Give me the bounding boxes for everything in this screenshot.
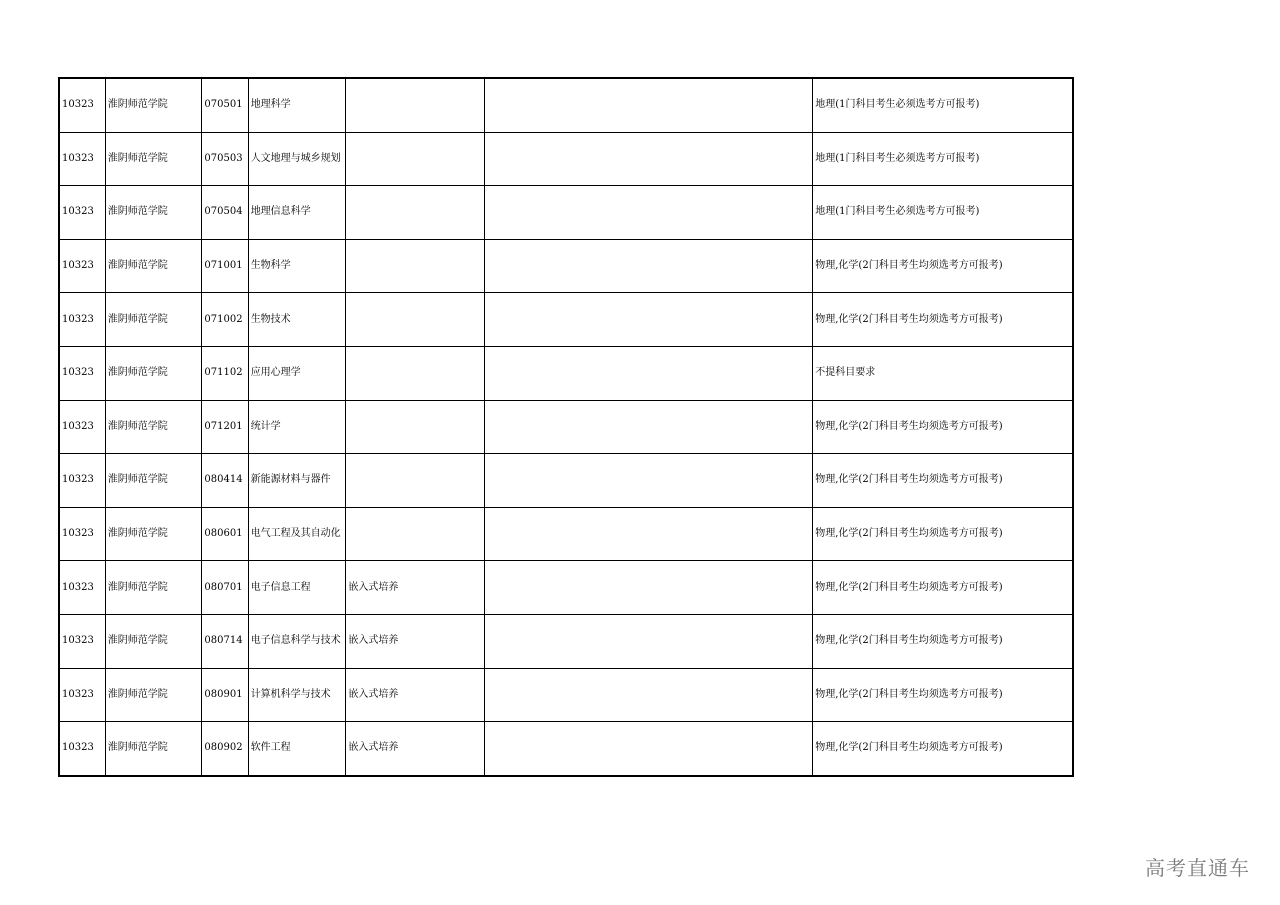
note-cell <box>346 507 485 561</box>
note-cell: 嵌入式培养 <box>346 614 485 668</box>
table-row <box>59 561 1073 615</box>
major-name-cell: 地理科学 <box>248 78 346 132</box>
school-code-cell: 10323 <box>59 293 105 347</box>
note-cell <box>346 400 485 454</box>
school-name-cell: 淮阴师范学院 <box>105 132 202 186</box>
major-name-cell: 电子信息工程 <box>248 561 346 615</box>
blank-cell <box>485 132 813 186</box>
school-code-cell: 10323 <box>59 614 105 668</box>
school-name-cell: 淮阴师范学院 <box>105 186 202 240</box>
school-code-cell: 10323 <box>59 78 105 132</box>
table-row <box>59 132 1073 186</box>
major-code-cell: 080601 <box>202 507 248 561</box>
major-name-cell: 统计学 <box>248 400 346 454</box>
subject-requirement-cell: 物理,化学(2门科目考生均须选考方可报考) <box>813 293 1073 347</box>
table-row <box>59 293 1073 347</box>
school-name-cell: 淮阴师范学院 <box>105 507 202 561</box>
blank-cell <box>485 293 813 347</box>
blank-cell <box>485 78 813 132</box>
subject-requirement-cell: 地理(1门科目考生必须选考方可报考) <box>813 186 1073 240</box>
note-cell <box>346 346 485 400</box>
major-name-cell: 软件工程 <box>248 722 346 776</box>
major-name-cell: 新能源材料与器件 <box>248 454 346 508</box>
major-code-cell: 080414 <box>202 454 248 508</box>
major-name-cell: 人文地理与城乡规划 <box>248 132 346 186</box>
school-code-cell: 10323 <box>59 668 105 722</box>
school-code-cell: 10323 <box>59 239 105 293</box>
table-row <box>59 239 1073 293</box>
subject-requirement-cell: 物理,化学(2门科目考生均须选考方可报考) <box>813 454 1073 508</box>
subject-requirement-cell: 地理(1门科目考生必须选考方可报考) <box>813 132 1073 186</box>
watermark-text: 高考直通车 <box>1145 856 1250 880</box>
blank-cell <box>485 614 813 668</box>
major-code-cell: 071001 <box>202 239 248 293</box>
school-code-cell: 10323 <box>59 507 105 561</box>
school-code-cell: 10323 <box>59 561 105 615</box>
major-code-cell: 080701 <box>202 561 248 615</box>
subject-requirement-cell: 物理,化学(2门科目考生均须选考方可报考) <box>813 614 1073 668</box>
blank-cell <box>485 239 813 293</box>
subject-requirement-cell: 物理,化学(2门科目考生均须选考方可报考) <box>813 239 1073 293</box>
major-code-cell: 080902 <box>202 722 248 776</box>
note-cell <box>346 132 485 186</box>
major-name-cell: 计算机科学与技术 <box>248 668 346 722</box>
blank-cell <box>485 346 813 400</box>
table-row <box>59 454 1073 508</box>
blank-cell <box>485 186 813 240</box>
school-code-cell: 10323 <box>59 186 105 240</box>
subject-requirement-cell: 物理,化学(2门科目考生均须选考方可报考) <box>813 400 1073 454</box>
note-cell <box>346 454 485 508</box>
school-code-cell: 10323 <box>59 722 105 776</box>
table-row <box>59 722 1073 776</box>
table-row <box>59 346 1073 400</box>
school-name-cell: 淮阴师范学院 <box>105 454 202 508</box>
major-code-cell: 080714 <box>202 614 248 668</box>
table-body <box>59 78 1073 776</box>
major-name-cell: 地理信息科学 <box>248 186 346 240</box>
blank-cell <box>485 668 813 722</box>
school-name-cell: 淮阴师范学院 <box>105 293 202 347</box>
note-cell <box>346 293 485 347</box>
school-name-cell: 淮阴师范学院 <box>105 400 202 454</box>
major-code-cell: 071102 <box>202 346 248 400</box>
table-row <box>59 507 1073 561</box>
note-cell: 嵌入式培养 <box>346 722 485 776</box>
table-row <box>59 78 1073 132</box>
major-code-cell: 071002 <box>202 293 248 347</box>
school-name-cell: 淮阴师范学院 <box>105 614 202 668</box>
school-name-cell: 淮阴师范学院 <box>105 722 202 776</box>
school-name-cell: 淮阴师范学院 <box>105 239 202 293</box>
subject-requirement-cell: 物理,化学(2门科目考生均须选考方可报考) <box>813 668 1073 722</box>
table-row <box>59 186 1073 240</box>
major-name-cell: 电子信息科学与技术 <box>248 614 346 668</box>
note-cell <box>346 239 485 293</box>
blank-cell <box>485 722 813 776</box>
major-name-cell: 生物技术 <box>248 293 346 347</box>
subject-requirement-cell: 地理(1门科目考生必须选考方可报考) <box>813 78 1073 132</box>
note-cell <box>346 186 485 240</box>
school-code-cell: 10323 <box>59 132 105 186</box>
table-row <box>59 400 1073 454</box>
subject-requirement-cell: 不提科目要求 <box>813 346 1073 400</box>
school-name-cell: 淮阴师范学院 <box>105 561 202 615</box>
table-row <box>59 614 1073 668</box>
school-name-cell: 淮阴师范学院 <box>105 78 202 132</box>
subject-requirement-cell: 物理,化学(2门科目考生均须选考方可报考) <box>813 722 1073 776</box>
note-cell: 嵌入式培养 <box>346 561 485 615</box>
major-name-cell: 电气工程及其自动化 <box>248 507 346 561</box>
major-code-cell: 070503 <box>202 132 248 186</box>
note-cell: 嵌入式培养 <box>346 668 485 722</box>
school-code-cell: 10323 <box>59 400 105 454</box>
blank-cell <box>485 507 813 561</box>
major-code-cell: 070501 <box>202 78 248 132</box>
school-code-cell: 10323 <box>59 454 105 508</box>
major-name-cell: 应用心理学 <box>248 346 346 400</box>
school-name-cell: 淮阴师范学院 <box>105 668 202 722</box>
blank-cell <box>485 454 813 508</box>
major-name-cell: 生物科学 <box>248 239 346 293</box>
school-code-cell: 10323 <box>59 346 105 400</box>
blank-cell <box>485 400 813 454</box>
blank-cell <box>485 561 813 615</box>
major-code-cell: 071201 <box>202 400 248 454</box>
major-code-cell: 080901 <box>202 668 248 722</box>
subject-requirement-cell: 物理,化学(2门科目考生均须选考方可报考) <box>813 561 1073 615</box>
majors-table <box>58 77 1074 777</box>
note-cell <box>346 78 485 132</box>
major-code-cell: 070504 <box>202 186 248 240</box>
subject-requirement-cell: 物理,化学(2门科目考生均须选考方可报考) <box>813 507 1073 561</box>
table-row <box>59 668 1073 722</box>
school-name-cell: 淮阴师范学院 <box>105 346 202 400</box>
